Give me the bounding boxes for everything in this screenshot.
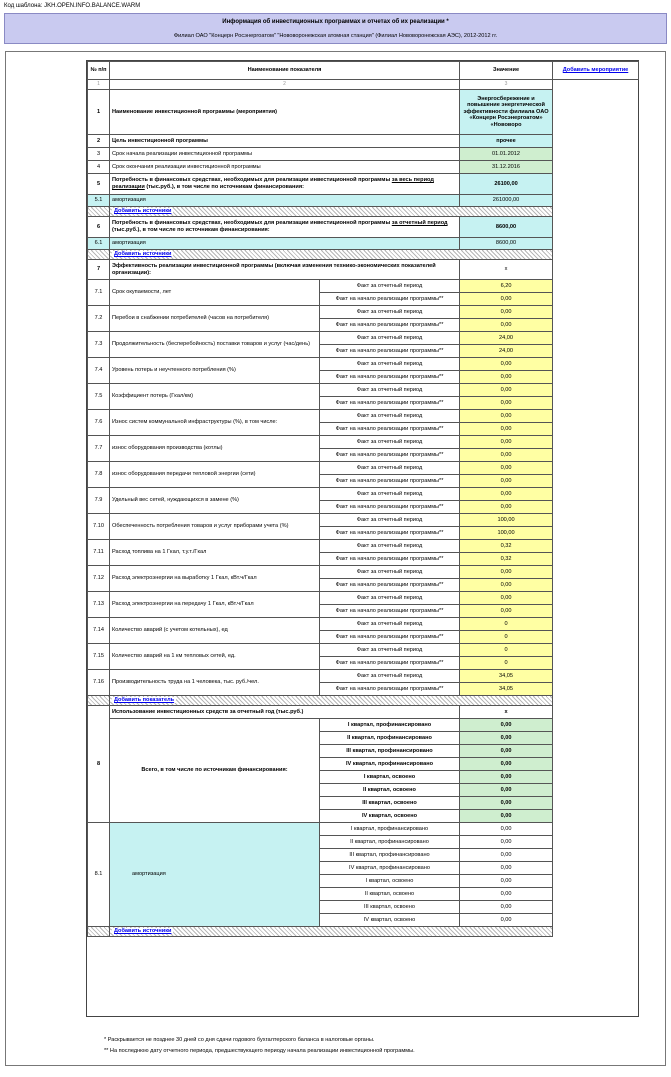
column-index-row — [88, 80, 639, 90]
indicator-name: Обеспеченность потребления товаров и услуг приборами учета (%) — [110, 514, 320, 540]
fact-period-value[interactable]: 0,32 — [460, 540, 553, 553]
fact-start-value[interactable]: 0,00 — [460, 319, 553, 332]
fact-start-label: Факт на начало реализации программы** — [320, 683, 460, 696]
row-num: 2 — [88, 135, 110, 148]
row-num: 4 — [88, 161, 110, 174]
quarter-label: III квартал, профинансировано — [320, 745, 460, 758]
indicator-name: износ оборудования производства (котлы) — [110, 436, 320, 462]
row-num: 3 — [88, 148, 110, 161]
indicator-num: 7.1 — [88, 280, 110, 306]
fact-start-value[interactable]: 0,00 — [460, 423, 553, 436]
row-label: Срок окончания реализации инвестиционной программы — [110, 161, 460, 174]
quarter-label: IV квартал, профинансировано — [320, 758, 460, 771]
row-num: 6 — [88, 217, 110, 238]
row-label: Цель инвестиционной программы — [110, 135, 460, 148]
fact-start-label: Факт на начало реализации программы** — [320, 553, 460, 566]
indicator-name: Удельный вес сетей, нуждающихся в замене (%) — [110, 488, 320, 514]
footnote: ** На последнюю дату отчетного периода, предшествующего периоду начала реализации инвестиционной программы. — [104, 1048, 415, 1054]
fact-period-value[interactable]: 0,00 — [460, 488, 553, 501]
row-label: Эффективность реализации инвестиционной программы (включая изменения технико-экономических показателей организации): — [110, 260, 460, 280]
fact-period-label: Факт за отчетный период — [320, 670, 460, 683]
quarter-value[interactable]: 0,00 — [460, 875, 553, 888]
fact-period-label: Факт за отчетный период — [320, 358, 460, 371]
row-label: Срок начала реализации инвестиционной программы — [110, 148, 460, 161]
hatch-cell — [88, 696, 110, 706]
row-label: Потребность в финансовых средствах, необходимых для реализации инвестиционной программы за весь период реализации (тыс.руб.), в том числе по источникам финансирования: — [110, 174, 460, 195]
quarter-value[interactable]: 0,00 — [460, 888, 553, 901]
quarter-value[interactable]: 0,00 — [460, 862, 553, 875]
quarter-label: I квартал, освоено — [320, 771, 460, 784]
fact-start-label: Факт на начало реализации программы** — [320, 423, 460, 436]
add-indicator-link[interactable]: Добавить показатель — [114, 697, 175, 704]
quarter-value[interactable]: 0,00 — [460, 823, 553, 836]
fact-start-label: Факт на начало реализации программы** — [320, 319, 460, 332]
indicator-num: 7.14 — [88, 618, 110, 644]
fact-start-value[interactable]: 0,00 — [460, 293, 553, 306]
fact-start-label: Факт на начало реализации программы** — [320, 475, 460, 488]
program-goal-value[interactable]: прочее — [460, 135, 553, 148]
source-label: амортизация — [110, 195, 460, 207]
indicator-name: Уровень потерь и неучтенного потребления (%) — [110, 358, 320, 384]
quarter-label: IV квартал, профинансировано — [320, 862, 460, 875]
fact-period-value[interactable]: 100,00 — [460, 514, 553, 527]
fact-start-label: Факт на начало реализации программы** — [320, 345, 460, 358]
fact-period-label: Факт за отчетный период — [320, 566, 460, 579]
fact-start-value[interactable]: 0,00 — [460, 397, 553, 410]
fact-period-value[interactable]: 0,00 — [460, 566, 553, 579]
source-label: амортизация — [110, 238, 460, 250]
indicator-num: 7.15 — [88, 644, 110, 670]
template-code: Код шаблона: JKH.OPEN.INFO.BALANCE.WARM — [4, 3, 141, 9]
col-num-header: № п/п — [88, 62, 110, 80]
total-need-value: 26100,00 — [460, 174, 553, 195]
fact-start-value[interactable]: 0 — [460, 657, 553, 670]
quarter-label: I квартал, освоено — [320, 875, 460, 888]
fact-period-value[interactable]: 0,00 — [460, 410, 553, 423]
quarter-label: IV квартал, освоено — [320, 810, 460, 823]
fact-start-value[interactable]: 100,00 — [460, 527, 553, 540]
quarter-value[interactable]: 0,00 — [460, 901, 553, 914]
quarter-label: III квартал, профинансировано — [320, 849, 460, 862]
fact-period-label: Факт за отчетный период — [320, 462, 460, 475]
fact-start-value[interactable]: 0,00 — [460, 579, 553, 592]
fact-start-label: Факт на начало реализации программы** — [320, 293, 460, 306]
add-source-row — [88, 927, 639, 937]
indicator-num: 7.13 — [88, 592, 110, 618]
fact-period-label: Факт за отчетный период — [320, 280, 460, 293]
quarter-label: IV квартал, освоено — [320, 914, 460, 927]
quarter-label: II квартал, освоено — [320, 888, 460, 901]
fact-start-value[interactable]: 0,00 — [460, 449, 553, 462]
fact-period-value[interactable]: 0 — [460, 644, 553, 657]
fact-period-value[interactable]: 34,05 — [460, 670, 553, 683]
add-measure-cell — [553, 62, 639, 80]
right-empty-column — [553, 80, 639, 927]
quarter-value: 0,00 — [460, 745, 553, 758]
indicator-name: Количество аварий (с учетом котельных), ед — [110, 618, 320, 644]
fact-start-label: Факт на начало реализации программы** — [320, 657, 460, 670]
footnote: * Раскрывается не позднее 30 дней со дня сдачи годового бухгалтерского баланса в налоговые органы. — [104, 1037, 375, 1043]
fact-period-value[interactable]: 0,00 — [460, 358, 553, 371]
indicator-num: 7.6 — [88, 410, 110, 436]
hatch-cell — [88, 927, 110, 937]
indicator-name: Производительность труда на 1 человека, тыс. руб./чел. — [110, 670, 320, 696]
program-name-value[interactable]: Энергосбережение и повышение энергетической эффективности филиала ОАО «Концерн Росэнергоатом» «Нововоро — [460, 90, 553, 135]
quarter-value: 0,00 — [460, 810, 553, 823]
fact-start-label: Факт на начало реализации программы** — [320, 501, 460, 514]
indicator-name: Износ систем коммунальной инфраструктуры (%), в том числе: — [110, 410, 320, 436]
fact-period-value[interactable]: 0,00 — [460, 436, 553, 449]
quarter-value: 0,00 — [460, 758, 553, 771]
fact-start-label: Факт на начало реализации программы** — [320, 397, 460, 410]
row-label: Потребность в финансовых средствах, необходимых для реализации инвестиционной программы за отчетный период (тыс.руб.), в том числе по источникам финансирования: — [110, 217, 460, 238]
period-need-value: 8600,00 — [460, 217, 553, 238]
fact-start-value[interactable]: 0,00 — [460, 475, 553, 488]
col-index: 1 — [88, 80, 110, 90]
quarter-label: II квартал, профинансировано — [320, 836, 460, 849]
row-num: 5.1 — [88, 195, 110, 207]
indicator-num: 7.11 — [88, 540, 110, 566]
end-date-value[interactable]: 31.12.2016 — [460, 161, 553, 174]
fact-start-label: Факт на начало реализации программы** — [320, 371, 460, 384]
fact-period-value[interactable]: 0,00 — [460, 306, 553, 319]
indicator-name: Продолжительность (бесперебойность) поставки товаров и услуг (час/день) — [110, 332, 320, 358]
fact-start-value[interactable]: 34,05 — [460, 683, 553, 696]
quarter-label: I квартал, профинансировано — [320, 719, 460, 732]
fact-period-label: Факт за отчетный период — [320, 436, 460, 449]
fact-start-value[interactable]: 24,00 — [460, 345, 553, 358]
indicator-name: Расход электроэнергии на выработку 1 Гкал, кВт.ч/Гкал — [110, 566, 320, 592]
add-source-cell — [110, 927, 553, 937]
row-value: х — [460, 706, 553, 719]
fact-start-value[interactable]: 0,00 — [460, 501, 553, 514]
fact-period-label: Факт за отчетный период — [320, 410, 460, 423]
quarter-value: 0,00 — [460, 797, 553, 810]
indicator-num: 7.10 — [88, 514, 110, 540]
indicator-num: 7.12 — [88, 566, 110, 592]
col-index: 2 — [110, 80, 460, 90]
indicator-name: износ оборудования передачи тепловой энергии (сети) — [110, 462, 320, 488]
add-indicator-cell — [110, 696, 553, 706]
fact-period-value[interactable]: 0 — [460, 618, 553, 631]
fact-period-label: Факт за отчетный период — [320, 332, 460, 345]
fact-period-label: Факт за отчетный период — [320, 644, 460, 657]
row-label: Наименование инвестиционной программы (мероприятия) — [110, 90, 460, 135]
indicator-name: Количество аварий на 1 км тепловых сетей, ед. — [110, 644, 320, 670]
add-source-link[interactable]: Добавить источники — [114, 208, 172, 215]
quarter-value: 0,00 — [460, 784, 553, 797]
row-num: 1 — [88, 90, 110, 135]
indicator-num: 7.3 — [88, 332, 110, 358]
start-date-value[interactable]: 01.01.2012 — [460, 148, 553, 161]
row-value: х — [460, 260, 553, 280]
indicator-num: 7.5 — [88, 384, 110, 410]
indicator-name: Коэффициент потерь (Гкал/км) — [110, 384, 320, 410]
quarter-value: 0,00 — [460, 719, 553, 732]
quarter-label: II квартал, освоено — [320, 784, 460, 797]
fact-period-value[interactable]: 0,00 — [460, 592, 553, 605]
fact-start-value[interactable]: 0,32 — [460, 553, 553, 566]
indicator-num: 7.8 — [88, 462, 110, 488]
fact-period-label: Факт за отчетный период — [320, 540, 460, 553]
col-index: 3 — [460, 80, 553, 90]
source-value[interactable]: 8600,00 — [460, 238, 553, 250]
total-label: Всего, в том числе по источникам финансирования: — [110, 719, 320, 823]
row-num: 5 — [88, 174, 110, 195]
source-value[interactable]: 261000,00 — [460, 195, 553, 207]
fact-start-label: Факт на начало реализации программы** — [320, 605, 460, 618]
quarter-value[interactable]: 0,00 — [460, 849, 553, 862]
fact-period-value[interactable]: 0,00 — [460, 384, 553, 397]
report-title: Информация об инвестиционных программах и отчетах об их реализации * — [222, 19, 449, 25]
col-value-header: Значение — [460, 62, 553, 80]
indicator-name: Срок окупаемости, лет — [110, 280, 320, 306]
section-title: Использование инвестиционных средств за отчетный год (тыс.руб.) — [110, 706, 460, 719]
indicator-num: 7.4 — [88, 358, 110, 384]
fact-period-label: Факт за отчетный период — [320, 384, 460, 397]
fact-period-label: Факт за отчетный период — [320, 592, 460, 605]
col-name-header: Наименование показателя — [110, 62, 460, 80]
fact-start-value[interactable]: 0 — [460, 631, 553, 644]
add-source-link[interactable]: Добавить источники — [114, 928, 172, 935]
fact-start-label: Факт на начало реализации программы** — [320, 527, 460, 540]
row-num: 6.1 — [88, 238, 110, 250]
fact-period-label: Факт за отчетный период — [320, 306, 460, 319]
quarter-value[interactable]: 0,00 — [460, 914, 553, 927]
add-source-link[interactable]: Добавить источники — [114, 251, 172, 258]
quarter-value[interactable]: 0,00 — [460, 836, 553, 849]
quarter-value: 0,00 — [460, 732, 553, 745]
quarter-label: I квартал, профинансировано — [320, 823, 460, 836]
fact-period-label: Факт за отчетный период — [320, 618, 460, 631]
row-num: 8.1 — [88, 823, 110, 927]
fact-start-value[interactable]: 0,00 — [460, 605, 553, 618]
footnotes — [104, 1035, 415, 1057]
indicator-name: Перебои в снабжении потребителей (часов на потребителя) — [110, 306, 320, 332]
fact-period-value[interactable]: 6,20 — [460, 280, 553, 293]
investment-table — [87, 61, 639, 937]
fact-start-value[interactable]: 0,00 — [460, 371, 553, 384]
fact-period-label: Факт за отчетный период — [320, 488, 460, 501]
indicator-num: 7.2 — [88, 306, 110, 332]
report-subtitle: Филиал ОАО "Концерн Росэнергоатом" "Нововоронежская атомная станция" (Филиал Нововоронежская АЭС), 2012-2012 гг. — [173, 33, 498, 39]
quarter-label: III квартал, освоено — [320, 901, 460, 914]
quarter-label: II квартал, профинансировано — [320, 732, 460, 745]
indicator-num: 7.9 — [88, 488, 110, 514]
fact-period-value[interactable]: 0,00 — [460, 462, 553, 475]
fact-period-label: Факт за отчетный период — [320, 514, 460, 527]
quarter-value: 0,00 — [460, 771, 553, 784]
fact-start-label: Факт на начало реализации программы** — [320, 631, 460, 644]
fact-start-label: Факт на начало реализации программы** — [320, 449, 460, 462]
indicator-name: Расход электроэнергии на передачу 1 Гкал, кВт.ч/Гкал — [110, 592, 320, 618]
row-num: 7 — [88, 260, 110, 280]
indicator-name: Расход топлива на 1 Гкал, т.у.т./Гкал — [110, 540, 320, 566]
quarter-label: III квартал, освоено — [320, 797, 460, 810]
row-num: 8 — [88, 706, 110, 823]
fact-start-label: Факт на начало реализации программы** — [320, 579, 460, 592]
indicator-num: 7.16 — [88, 670, 110, 696]
table-header-row — [88, 62, 639, 80]
add-measure-link[interactable]: Добавить мероприятие — [562, 67, 629, 74]
fact-period-value[interactable]: 24,00 — [460, 332, 553, 345]
source-label: амортизация — [110, 823, 320, 927]
report-header — [4, 13, 667, 44]
indicator-num: 7.7 — [88, 436, 110, 462]
